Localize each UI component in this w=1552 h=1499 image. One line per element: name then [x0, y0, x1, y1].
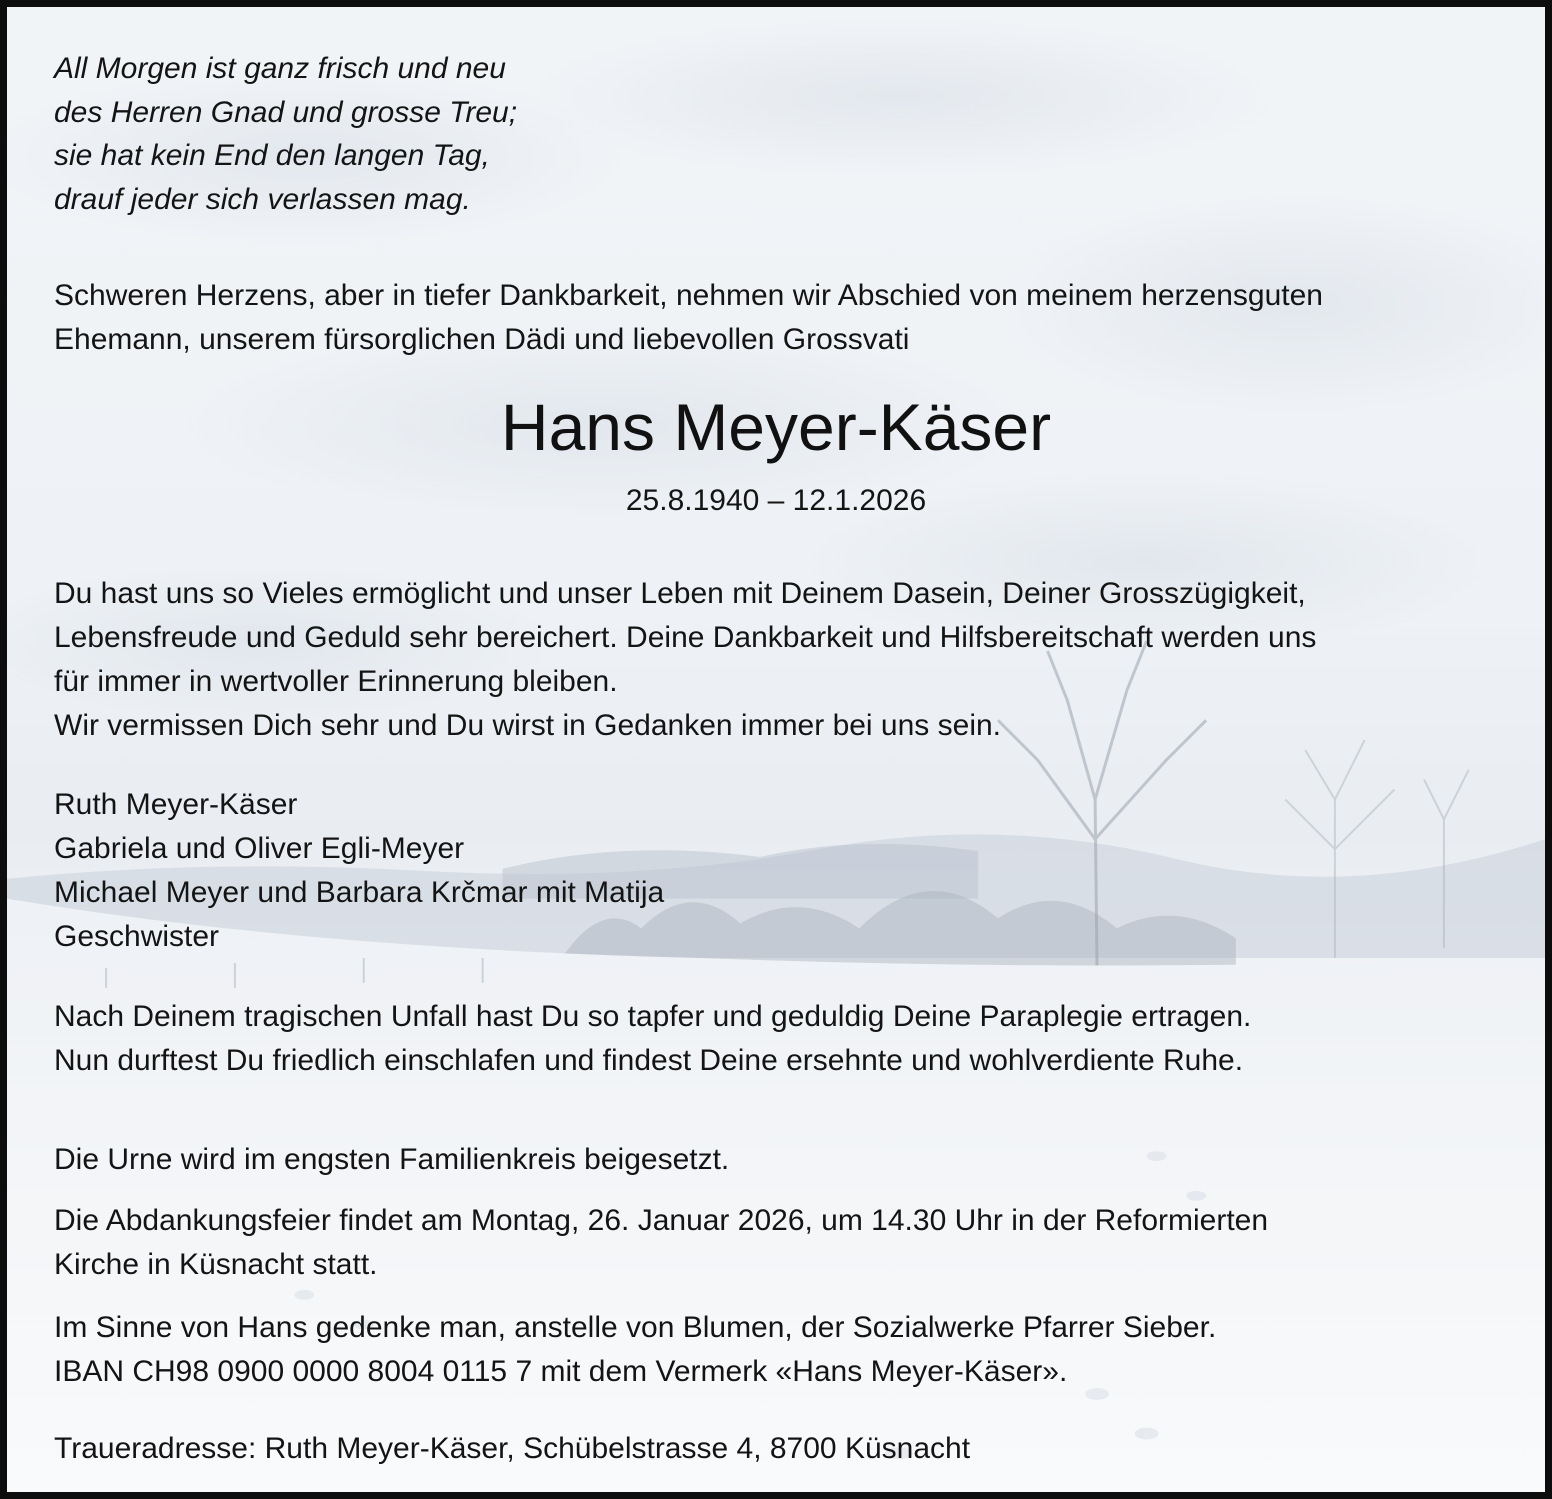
intro-line: Schweren Herzens, aber in tiefer Dankbarkeit, nehmen wir Abschied von meinem herzensguten	[54, 279, 1323, 312]
tribute-line: Du hast uns so Vieles ermöglicht und unser Leben mit Deinem Dasein, Deiner Grosszügigkeit,	[54, 577, 1306, 610]
donation-paragraph	[54, 1306, 1216, 1394]
accident-paragraph	[54, 995, 1251, 1083]
mourner-name: Geschwister	[54, 920, 220, 953]
ceremony-paragraph	[54, 1199, 1268, 1287]
mourners-list	[54, 783, 664, 959]
ceremony-line: Kirche in Küsnacht statt.	[54, 1248, 378, 1281]
verse-line: drauf jeder sich verlassen mag.	[54, 182, 471, 216]
mourner-name: Michael Meyer und Barbara Krčmar mit Matija	[54, 876, 665, 909]
life-dates: 25.8.1940 – 12.1.2026	[625, 484, 927, 517]
urn-notice: Die Urne wird im engsten Familienkreis beigesetzt.	[54, 1143, 730, 1176]
mourner-name: Ruth Meyer-Käser	[54, 788, 298, 821]
tribute-paragraph	[54, 572, 1316, 748]
mourning-address: Traueradresse: Ruth Meyer-Käser, Schübelstrasse 4, 8700 Küsnacht	[54, 1432, 971, 1465]
intro-line: Ehemann, unserem fürsorglichen Dädi und liebevollen Grossvati	[54, 323, 910, 356]
notice-content	[7, 7, 1545, 1492]
hymn-verse	[54, 47, 517, 221]
deceased-name: Hans Meyer-Käser	[500, 390, 1052, 464]
ceremony-line: Die Abdankungsfeier findet am Montag, 26. Januar 2026, um 14.30 Uhr in der Reformierten	[54, 1204, 1269, 1237]
mourner-name: Gabriela und Oliver Egli-Meyer	[54, 832, 465, 865]
donation-line: IBAN CH98 0900 0000 8004 0115 7 mit dem Vermerk «Hans Meyer-Käser».	[54, 1355, 1068, 1388]
verse-line: des Herren Gnad und grosse Treu;	[54, 95, 518, 129]
tribute-line: Wir vermissen Dich sehr und Du wirst in Gedanken immer bei uns sein.	[54, 709, 1002, 742]
tribute-line: Lebensfreude und Geduld sehr bereichert. Deine Dankbarkeit und Hilfsbereitschaft werden uns	[54, 621, 1317, 654]
tribute-line: für immer in wertvoller Erinnerung bleiben.	[54, 665, 618, 698]
verse-line: All Morgen ist ganz frisch und neu	[54, 52, 506, 85]
donation-line: Im Sinne von Hans gedenke man, anstelle von Blumen, der Sozialwerke Pfarrer Sieber.	[54, 1311, 1217, 1344]
accident-line: Nun durftest Du friedlich einschlafen und findest Deine ersehnte und wohlverdiente Ruhe.	[54, 1044, 1244, 1077]
intro-paragraph	[54, 274, 1323, 362]
verse-line: sie hat kein End den langen Tag,	[54, 139, 490, 172]
accident-line: Nach Deinem tragischen Unfall hast Du so tapfer und geduldig Deine Paraplegie ertragen.	[54, 1000, 1252, 1033]
